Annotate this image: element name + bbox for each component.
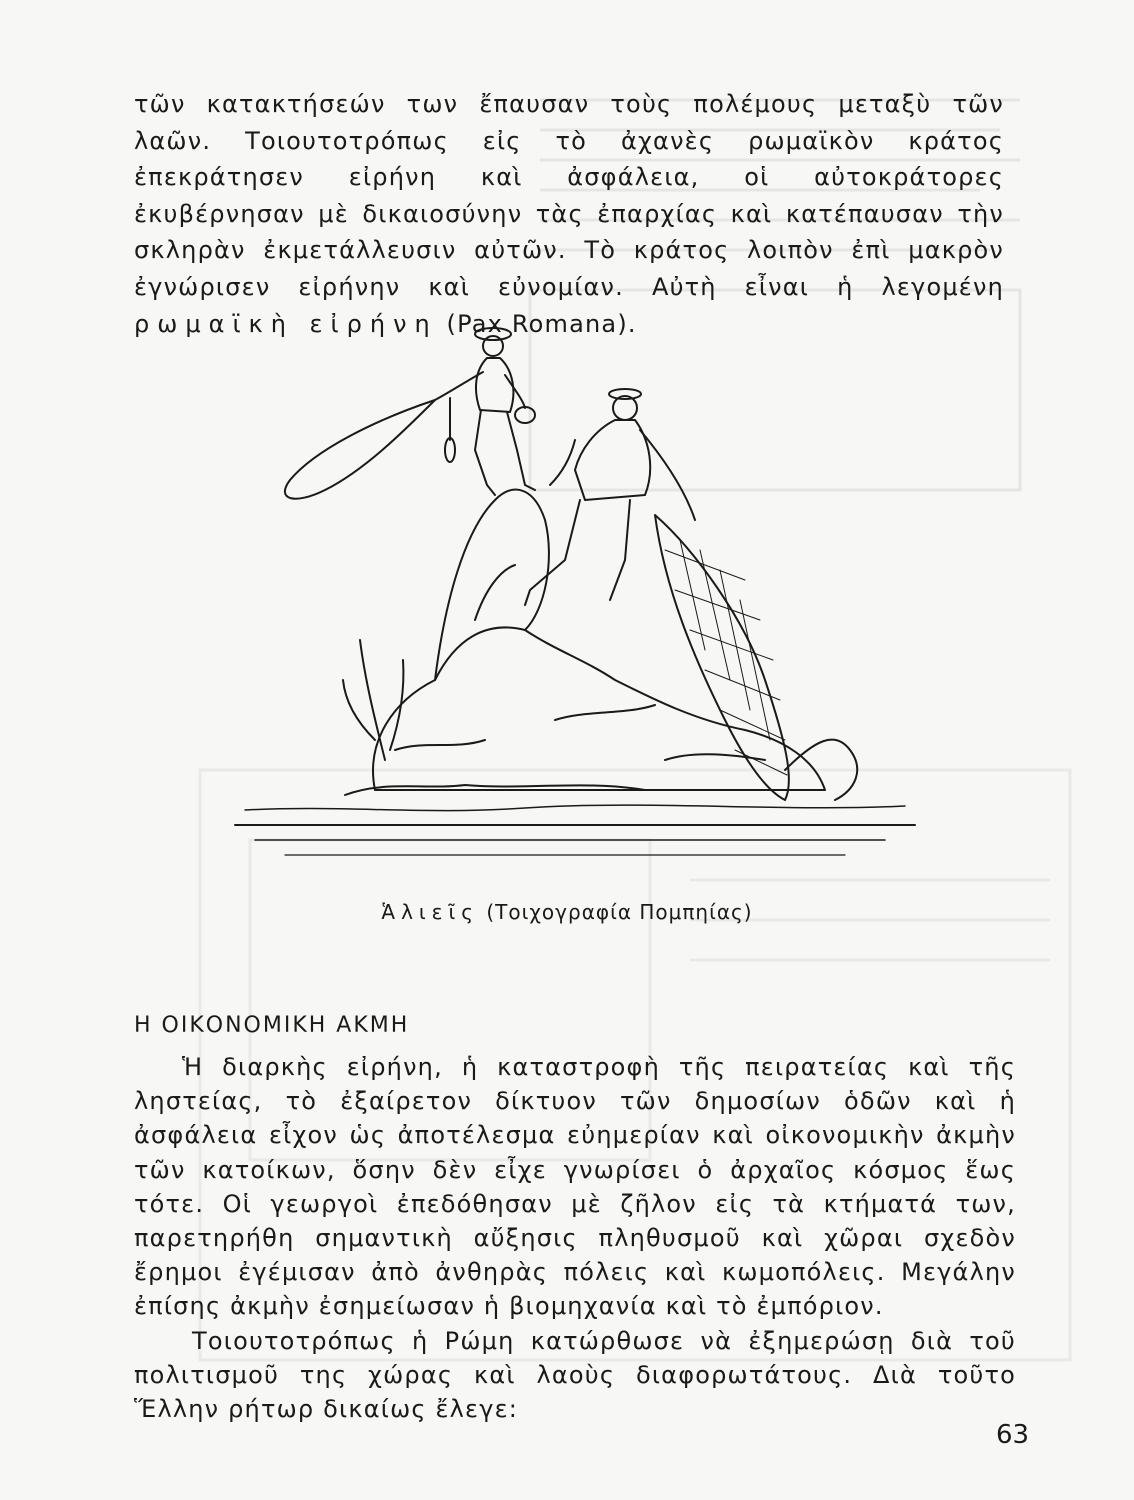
pax-romana-term: ρωμαϊκὴ εἰρήνη xyxy=(134,309,438,338)
intro-text: τῶν κατακτήσεών των ἔπαυσαν τοὺς πολέμους μεταξὺ τῶν λαῶν. Τοιουτοτρόπως εἰς τὸ ἀχανὲς ρωμαϊκὸν κράτος ἐπεκράτησεν εἰρήνη καὶ ἀσφάλεια, οἱ αὐτοκράτορες ἐκυβέρνησαν μὲ δικαιοσύνην τὰς ἐπαρχίας καὶ κατέπαυσαν τὴν σκληρὰν ἐκμετάλλευσιν αὐτῶν. Τὸ κράτος λοιπὸν ἐπὶ μακρὸν ἐγνώρισεν εἰρήνην καὶ εὐνομίαν. Αὐτὴ εἶναι ἡ λεγομένη xyxy=(134,90,1004,301)
body-paragraph-2: Τοιουτοτρόπως ἡ Ρώμη κατώρθωσε νὰ ἐξημερώσῃ διὰ τοῦ πολιτισμοῦ της χώρας καὶ λαοὺς διαφορωτάτους. Διὰ τοῦτο Ἕλλην ρήτωρ δικαίως ἔλεγε: xyxy=(134,1326,1016,1424)
figure-caption-source: (Τοιχογραφία Πομπηίας) xyxy=(486,900,753,924)
pax-romana-latin: (Pax Romana). xyxy=(446,309,637,338)
body-paragraph-1: Ἡ διαρκὴς εἰρήνη, ἡ καταστροφὴ τῆς πειρατείας καὶ τῆς ληστείας, τὸ ἐξαίρετον δίκτυον τῶν δημοσίων ὁδῶν καὶ ἡ ἀσφάλεια εἶχον ὡς ἀποτέλεσμα εὐημερίαν καὶ οἰκονομικὴν ἀκμὴν τῶν κατοίκων, ὅσην δὲν εἶχε γνωρίσει ὁ ἀρχαῖος κόσμος ἕως τότε. Οἱ γεωργοὶ ἐπεδόθησαν μὲ ζῆλον εἰς τὰ κτήματά των, παρετηρήθη σημαντικὴ αὔξησις πληθυσμοῦ καὶ χῶραι σχεδὸν ἔρημοι ἐγέμισαν ἀπὸ ἀνθηρὰς πόλεις καὶ κωμοπόλεις. Μεγάλην ἐπίσης ἀκμὴν ἐσημείωσαν ἡ βιομηχανία καὶ τὸ ἐμπόριον. xyxy=(134,1053,1016,1321)
intro-paragraph xyxy=(134,86,1004,342)
section-body xyxy=(134,1050,1016,1426)
figure-caption-title: Ἁλιεῖς xyxy=(381,900,479,924)
page-number: 63 xyxy=(996,1420,1030,1450)
figure-caption xyxy=(0,900,1134,924)
fishermen-illustration xyxy=(225,320,925,890)
section-heading: Η ΟΙΚΟΝΟΜΙΚΗ ΑΚΜΗ xyxy=(134,1013,410,1038)
